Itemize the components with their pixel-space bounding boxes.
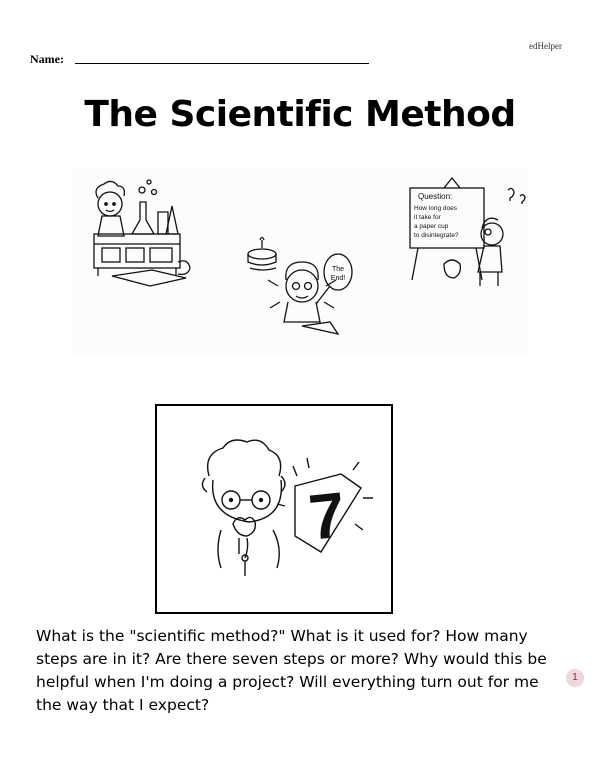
sign-line-1: Question: xyxy=(418,192,453,201)
top-illustrations xyxy=(72,168,528,354)
sign-line-3: it take for xyxy=(414,214,441,221)
thinking-boy-frame xyxy=(155,404,393,614)
balloon-text-line-2: End! xyxy=(330,275,346,282)
sign-line-4: a paper cup xyxy=(414,223,449,230)
page-title: The Scientific Method xyxy=(84,94,516,135)
name-field-row xyxy=(30,50,370,68)
name-label: Name: xyxy=(30,52,64,66)
name-blank-line xyxy=(75,63,369,64)
page-number-badge: 1 xyxy=(566,669,584,687)
sign-line-2: How long does xyxy=(414,205,457,212)
brand-label: edHelper xyxy=(529,41,562,51)
thinking-boy-drawing xyxy=(157,406,391,612)
balloon-text-line-1: The xyxy=(331,266,345,273)
question-paragraph: What is the "scientific method?" What is it used for? How many steps are in it? Are there seven steps or more? Why would this be helpful when I'm doing a project? Will everything turn out for me the way that I expect? xyxy=(36,627,547,714)
number-card-digit: 7 xyxy=(305,478,349,554)
sign-line-5: to disintegrate? xyxy=(414,232,459,239)
